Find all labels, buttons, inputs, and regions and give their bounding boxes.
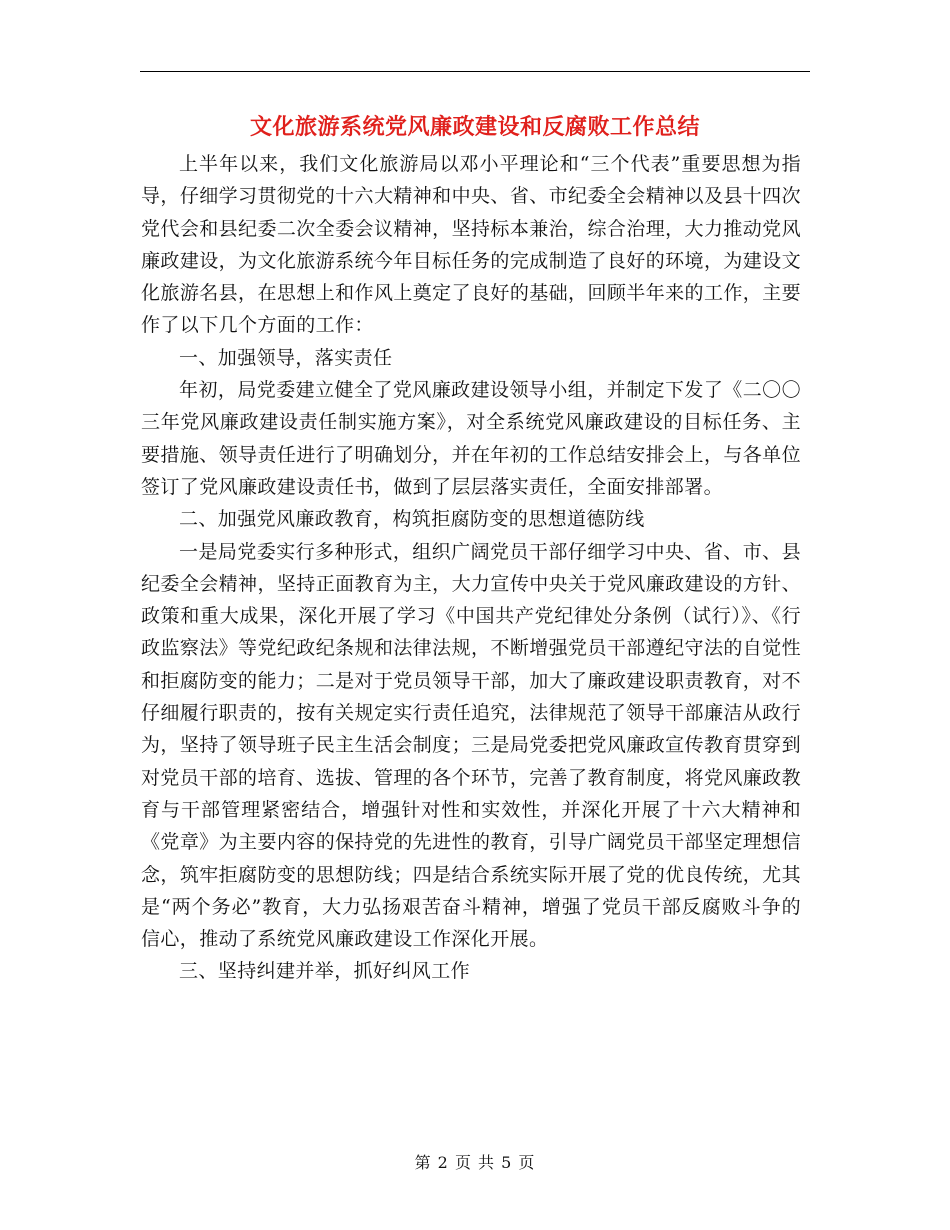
section-heading-3: 三、坚持纠建并举，抓好纠风工作 [179,960,471,983]
section-heading-2: 二、加强党风廉政教育，构筑拒腐防变的思想道德防线 [179,508,645,531]
document-body [141,148,801,988]
page-footer: 第 2 页 共 5 页 [414,1153,536,1172]
document-title: 文化旅游系统党风廉政建设和反腐败工作总结 [249,114,700,140]
paragraph-intro: 上半年以来，我们文化旅游局以邓小平理论和“三个代表”重要思想为指导，仔细学习贯彻党的十六大精神和中央、省、市纪委全会精神以及县十四次党代会和县纪委二次全委会议精神，坚持标本兼治，综合治理，大力推动党风廉政建设，为文化旅游系统今年目标任务的完成制造了良好的环境，为建设文化旅游名县，在思想上和作风上奠定了良好的基础，回顾半年来的工作，主要作了以下几个方面的工作： [141,153,801,337]
paragraph-section-1: 年初，局党委建立健全了党风廉政建设领导小组，并制定下发了《二〇〇三年党风廉政建设责任制实施方案》，对全系统党风廉政建设的目标任务、主要措施、领导责任进行了明确划分，并在年初的工作总结安排会上，与各单位签订了党风廉政建设责任书，做到了层层落实责任，全面安排部署。 [141,379,801,498]
section-heading-1: 一、加强领导，落实责任 [179,346,393,369]
paragraph-section-2: 一是局党委实行多种形式，组织广阔党员干部仔细学习中央、省、市、县纪委全会精神，坚持正面教育为主，大力宣传中央关于党风廉政建设的方针、政策和重大成果，深化开展了学习《中国共产党纪律处分条例（试行）》、《行政监察法》等党纪政纪条规和法律法规，不断增强党员干部遵纪守法的自觉性和拒腐防变的能力；二是对于党员领导干部，加大了廉政建设职责教育，对不仔细履行职责的，按有关规定实行责任追究，法律规范了领导干部廉洁从政行为，坚持了领导班子民主生活会制度；三是局党委把党风廉政宣传教育贯穿到对党员干部的培育、选拔、管理的各个环节，完善了教育制度，将党风廉政教育与干部管理紧密结合，增强针对性和实效性，并深化开展了十六大精神和《党章》为主要内容的保持党的先进性的教育，引导广阔党员干部坚定理想信念，筑牢拒腐防变的思想防线；四是结合系统实际开展了党的优良传统，尤其是“两个务必”教育，大力弘扬艰苦奋斗精神，增强了党员干部反腐败斗争的信心，推动了系统党风廉政建设工作深化开展。 [141,540,801,951]
header-rule [140,71,810,72]
